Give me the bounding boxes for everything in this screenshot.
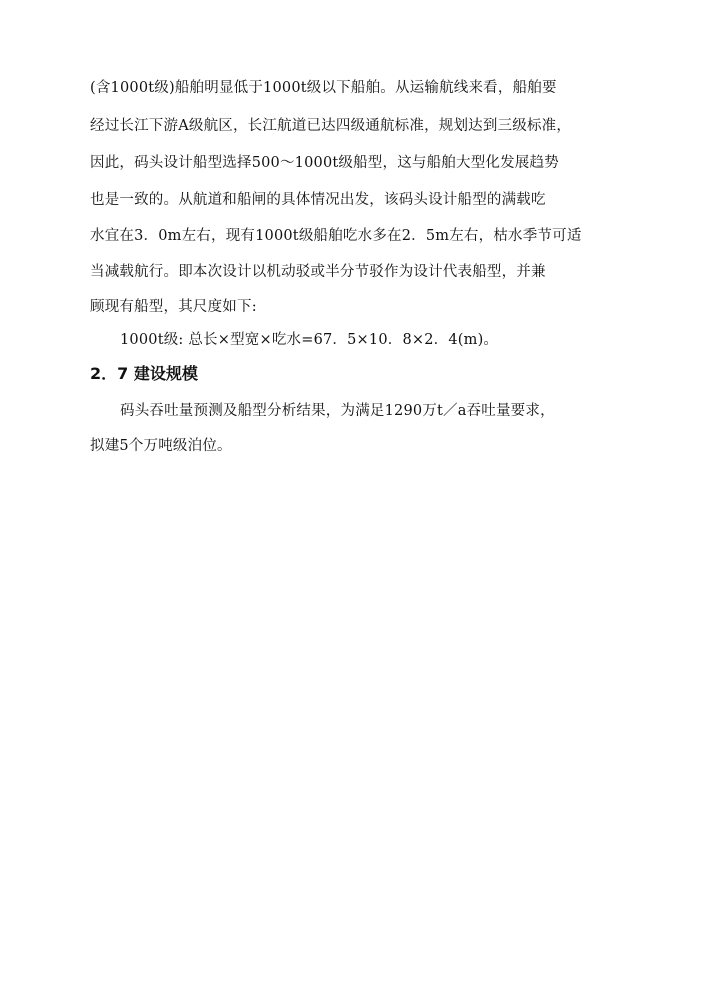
paragraph-line-5: 水宜在3．0m左右，现有1000t级船舶吃水多在2．5m左右，枯水季节可适 — [90, 228, 582, 244]
paragraph-line-7: 顾现有船型，其尺度如下: — [90, 299, 257, 315]
paragraph-line-6: 当减载航行。即本次设计以机动驳或半分节驳作为设计代表船型，并兼 — [90, 264, 546, 280]
paragraph-line-2: 经过长江下游A级航区，长江航道已达四级通航标准，规划达到三级标准， — [90, 118, 572, 134]
paragraph-line-3: 因此，码头设计船型选择500～1000t级船型，这与船舶大型化发展趋势 — [90, 155, 559, 171]
section-line-2: 拟建5个万吨级泊位。 — [90, 438, 232, 454]
paragraph-line-1: (含1000t级)船舶明显低于1000t级以下船舶。从运输航线来看，船舶要 — [90, 80, 557, 96]
ship-spec-line: 1000t级: 总长×型宽×吃水=67．5×10．8×2．4(m)。 — [120, 332, 499, 348]
paragraph-line-4: 也是一致的。从航道和船闸的具体情况出发，该码头设计船型的满载吃 — [90, 192, 546, 208]
section-line-1: 码头吞吐量预测及船型分析结果，为满足1290万t／a吞吐量要求， — [120, 403, 555, 419]
section-heading: 2．7 建设规模 — [90, 364, 198, 383]
